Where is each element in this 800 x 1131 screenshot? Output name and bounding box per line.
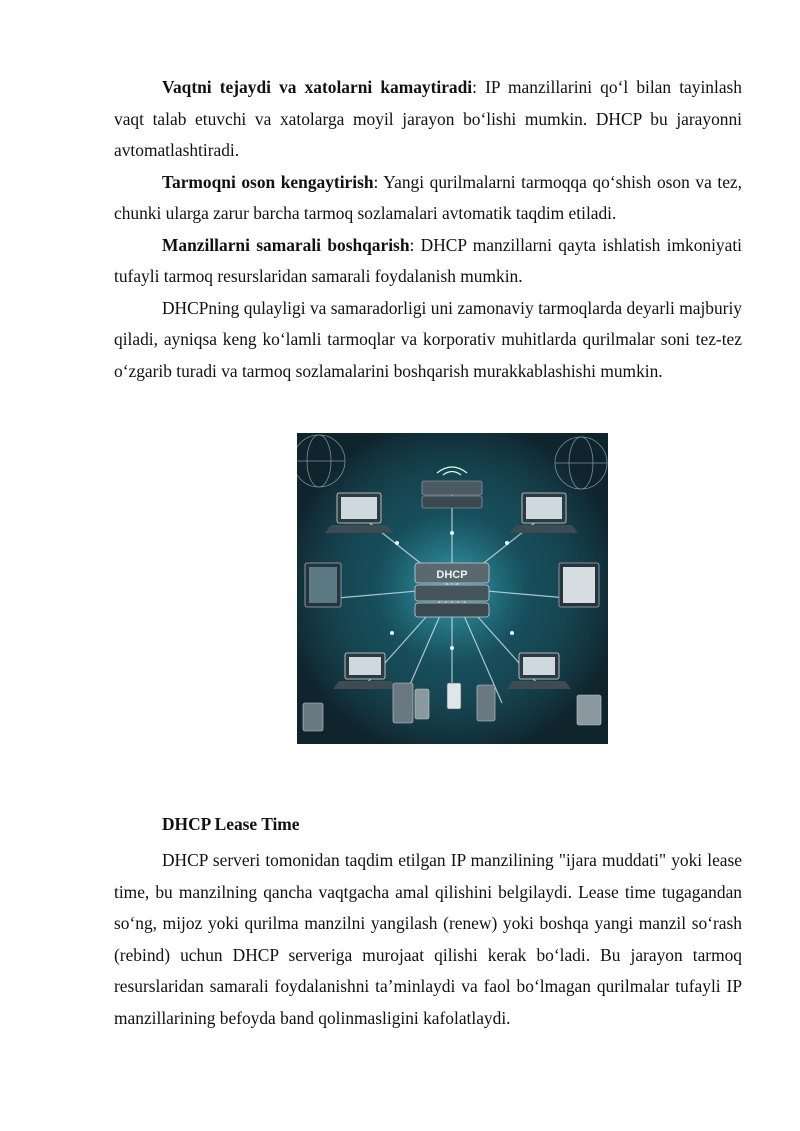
dhcp-network-illustration [297,433,608,744]
monitor-icon [305,563,341,607]
paragraph-2: Tarmoqni oson kengaytirish: Yangi qurilmalarni tarmoqqa qo‘shish oson va tez, chunki ularga zarur barcha tarmoq sozlamalari avtomatik taqdim etiladi. [114,171,742,223]
paragraph-3: Manzillarni samarali boshqarish: DHCP manzillarni qayta ishlatish imkoniyati tufayli tarmoq resurslaridan samarali foydalanish mumkin. [114,234,742,286]
section-paragraph: DHCP serveri tomonidan taqdim etilgan IP manzilining "ijara muddati" yoki lease time, bu manzilning qancha vaqtgacha amal qilishini belgilaydi. Lease time tugagandan so‘ng, mijoz yoki qurilma manzilni yangilash (renew) yoki boshqa yangi manzil so‘rash (rebind) uchun DHCP serveriga murojaat qilishi kerak bo‘ladi. Bu jarayon tarmoq resurslaridan samarali foydalanishni ta’minlaydi va faol bo‘lmagan qurilmalar tufayli IP manzillarining befoyda band qolinmasligini kafolatlaydi. [114,850,742,1028]
dhcp-server-icon [415,563,489,617]
section-body [114,845,742,1034]
paragraph-1: Vaqtni tejaydi va xatolarni kamaytiradi: IP manzillarini qo‘l bilan tayinlash vaqt talab etuvchi va xatolarga moyil jarayon bo‘lishi mumkin. DHCP bu jarayonni avtomatlashtiradi. [114,77,742,160]
paragraph-4: DHCPning qulayligi va samaradorligi uni zamonaviy tarmoqlarda deyarli majburiy qiladi, ayniqsa keng ko‘lamli tarmoqlar va korporativ muhitlarda qurilmalar soni tez-tez o‘zgarib turadi va tarmoq sozlamalarini boshqarish murakkablashishi mumkin. [114,297,742,381]
server-rack-icon [393,683,429,723]
section-heading: DHCP Lease Time [162,814,300,834]
monitor-icon [559,563,599,607]
network-diagram-image [297,433,608,744]
body-text [114,72,742,387]
phone-icon [447,683,461,709]
dhcp-label: DHCP [436,569,468,581]
